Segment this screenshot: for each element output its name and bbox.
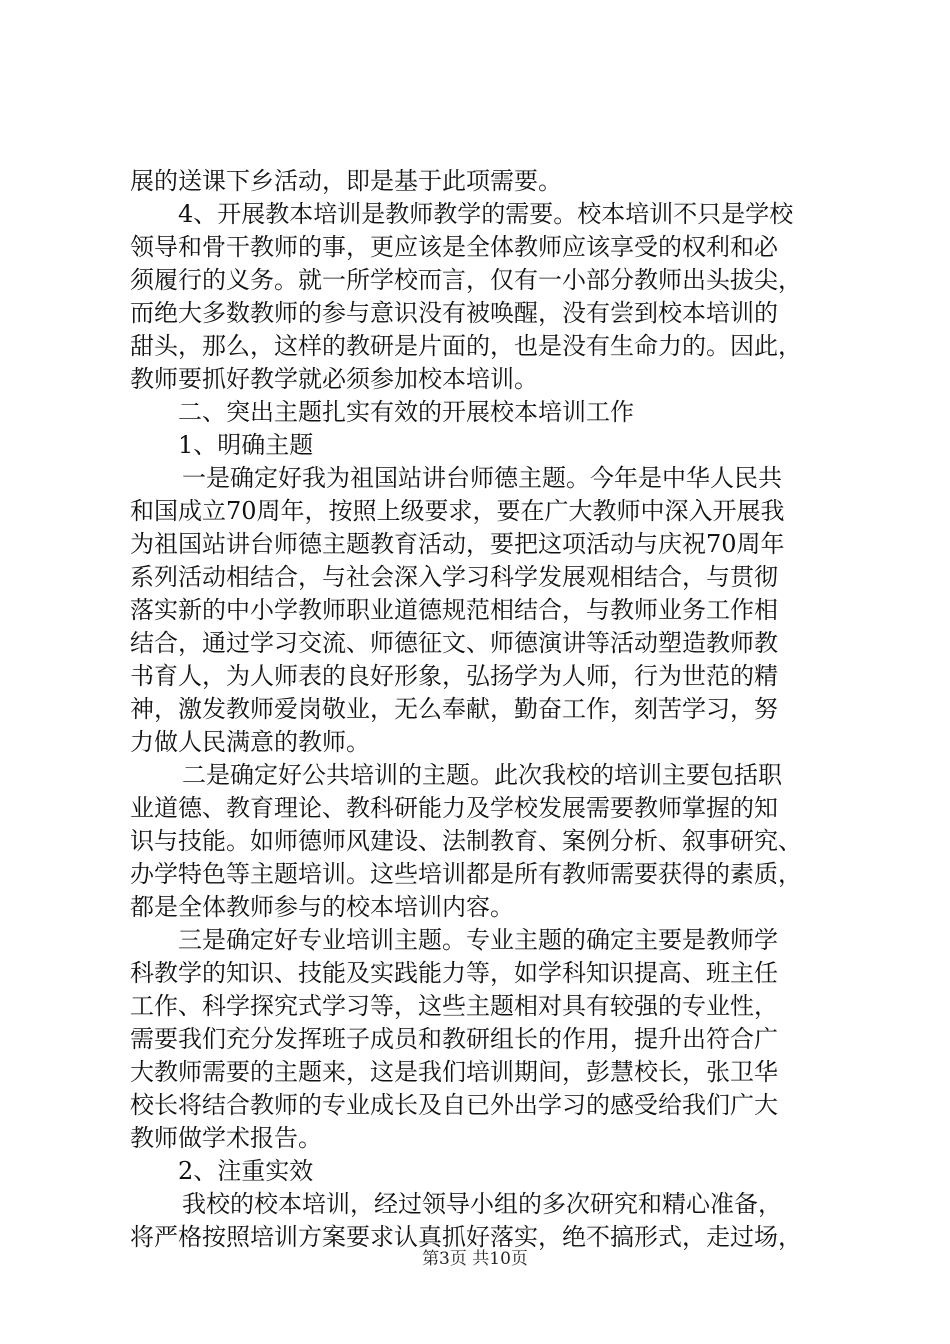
text-line: 我校的校本培训，经过领导小组的多次研究和精心准备， bbox=[182, 1190, 782, 1218]
text-line: 领导和骨干教师的事，更应该是全体教师应该享受的权利和必 bbox=[130, 233, 778, 261]
subsection-heading: 2、注重实效 bbox=[178, 1157, 314, 1185]
text-line: 甜头，那么，这样的教研是片面的，也是没有生命力的。因此， bbox=[130, 332, 802, 360]
text-line: 和国成立70周年，按照上级要求，要在广大教师中深入开展我 bbox=[130, 497, 785, 525]
text-line: 4、开展教本培训是教师教学的需要。校本培训不只是学校 bbox=[178, 200, 794, 228]
text-line: 神，激发教师爱岗敬业，无么奉献，勤奋工作，刻苦学习，努 bbox=[130, 695, 778, 723]
text-line: 校长将结合教师的专业成长及自已外出学习的感受给我们广大 bbox=[130, 1091, 778, 1119]
text-line: 工作、科学探究式学习等，这些主题相对具有较强的专业性， bbox=[130, 992, 778, 1020]
text-line: 需要我们充分发挥班子成员和教研组长的作用，提升出符合广 bbox=[130, 1025, 778, 1053]
text-line: 须履行的义务。就一所学校而言，仅有一小部分教师出头拔尖， bbox=[130, 266, 802, 294]
document-body bbox=[130, 165, 830, 1254]
text-line: 为祖国站讲台师德主题教育活动，要把这项活动与庆祝70周年 bbox=[130, 530, 785, 558]
text-line: 都是全体教师参与的校本培训内容。 bbox=[130, 893, 514, 921]
text-line: 力做人民满意的教师。 bbox=[130, 728, 370, 756]
text-line: 系列活动相结合，与社会深入学习科学发展观相结合，与贯彻 bbox=[130, 563, 778, 591]
text-line: 识与技能。如师德师风建设、法制教育、案例分析、叙事研究、 bbox=[130, 827, 802, 855]
text-line: 三是确定好专业培训主题。专业主题的确定主要是教师学 bbox=[178, 926, 778, 954]
text-line: 而绝大多数教师的参与意识没有被唤醒，没有尝到校本培训的 bbox=[130, 299, 778, 327]
text-line: 科教学的知识、技能及实践能力等，如学科知识提高、班主任 bbox=[130, 959, 778, 987]
text-line: 落实新的中小学教师职业道德规范相结合，与教师业务工作相 bbox=[130, 596, 778, 624]
section-heading: 二、突出主题扎实有效的开展校本培训工作 bbox=[178, 398, 634, 426]
text-line: 办学特色等主题培训。这些培训都是所有教师需要获得的素质， bbox=[130, 860, 802, 888]
text-line: 业道德、教育理论、教科研能力及学校发展需要教师掌握的知 bbox=[130, 794, 778, 822]
page-footer bbox=[0, 1244, 950, 1269]
text-line: 二是确定好公共培训的主题。此次我校的培训主要包括职 bbox=[182, 761, 782, 789]
text-line: 书育人，为人师表的良好形象，弘扬学为人师，行为世范的精 bbox=[130, 662, 778, 690]
text-line: 将严格按照培训方案要求认真抓好落实，绝不搞形式，走过场， bbox=[130, 1223, 802, 1251]
text-line: 大教师需要的主题来，这是我们培训期间，彭慧校长，张卫华 bbox=[130, 1058, 778, 1086]
text-line: 教师要抓好教学就必须参加校本培训。 bbox=[130, 365, 538, 393]
text-line: 展的送课下乡活动，即是基于此项需要。 bbox=[130, 167, 562, 195]
text-line: 一是确定好我为祖国站讲台师德主题。今年是中华人民共 bbox=[182, 464, 782, 492]
text-line: 教师做学术报告。 bbox=[130, 1124, 322, 1152]
text-line: 结合，通过学习交流、师德征文、师德演讲等活动塑造教师教 bbox=[130, 629, 778, 657]
page-number-label: 第3页 共10页 bbox=[422, 1249, 528, 1269]
subsection-heading: 1、明确主题 bbox=[178, 431, 314, 459]
